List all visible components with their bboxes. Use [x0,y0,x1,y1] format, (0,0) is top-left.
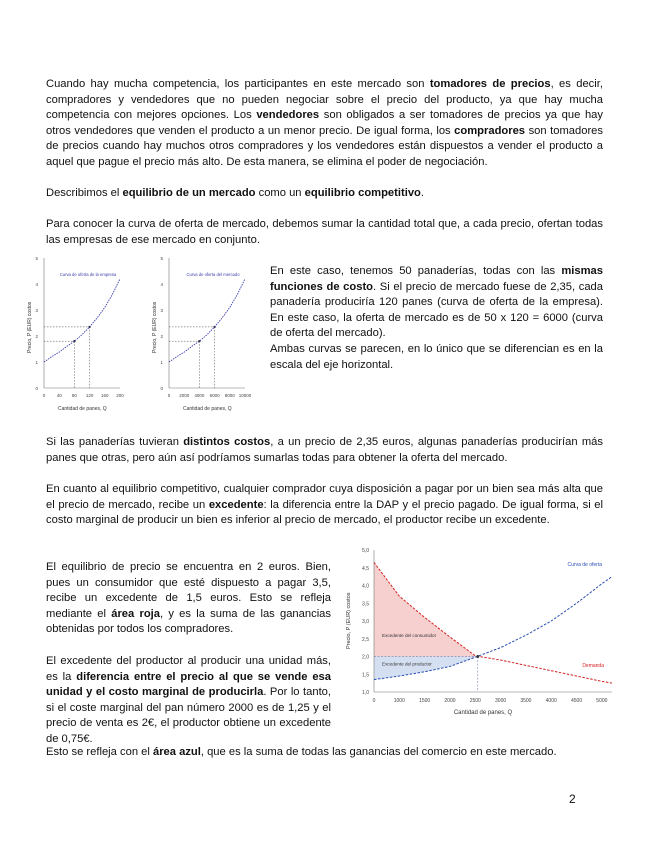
emphasis-text: distintos costos [183,436,271,448]
y-tick-label: 2,5 [362,636,369,643]
emphasis-text: excedente [208,498,264,511]
text-run: , que es la suma de todas las ganancias del comercio en este mercado. [200,746,557,758]
curves-similarity-paragraph [270,342,603,373]
x-tick-label: 3500 [520,698,532,704]
x-tick-label: 120 [85,393,94,398]
emphasis-text: tomadores de precios [429,78,551,90]
x-tick-label: 3000 [495,698,507,704]
y-tick-label: 3,5 [362,601,369,608]
x-axis-label: Cantidad de panes, Q [453,710,513,716]
text-run: El excedente del productor al producir una unidad más, es la [46,655,331,683]
supply-curve [44,279,120,362]
y-tick-label: 3 [160,308,163,313]
emphasis-text: mismas funciones de costo [270,265,603,293]
y-tick-label: 3,0 [362,619,369,625]
producer-surplus-paragraph [46,654,331,748]
text-run: Si las panaderías tuvieran [46,436,184,448]
x-tick-label: 8000 [224,393,235,398]
y-tick-label: 2,0 [362,654,369,661]
text-run: , a un precio de 2,35 euros, algunas panaderías producirían más panes que otras, pero aún así podríamos sumarlas todas para obtener la oferta del mercado. [46,436,603,464]
y-tick-label: 0 [35,386,38,391]
y-tick-label: 4,5 [362,565,369,572]
consumer-surplus-paragraph [46,560,331,638]
y-tick-label: 2 [160,334,163,339]
x-tick-label: 2000 [444,698,456,704]
emphasis-text: área azul [152,746,201,758]
x-tick-label: 1500 [419,698,431,704]
x-axis-label: Cantidad de panes, Q [58,406,107,412]
producer-surplus-area [374,657,478,680]
emphasis-text: área roja [111,607,160,620]
y-tick-label: 1,0 [362,690,369,696]
text-run: En este caso, tenemos 50 panaderías, todas con las [270,265,562,277]
y-tick-label: 5 [160,256,163,261]
competitive-equilibrium-paragraph [46,482,603,529]
x-tick-label: 160 [101,393,109,398]
emphasis-text: equilibrio de un mercado [122,187,256,199]
x-tick-label: 6000 [209,393,220,398]
x-tick-label: 5000 [596,698,608,704]
text-run: Esto se refleja con el [46,746,153,758]
text-run: Cuando hay mucha competencia, los participantes en este mercado son [46,78,430,90]
y-tick-label: 2 [35,334,38,339]
x-tick-label: 200 [116,393,124,398]
emphasis-text: equilibrio competitivo [304,187,421,199]
x-tick-label: 4000 [545,698,557,704]
market-supply-chart [145,248,277,418]
equilibrium-definition [46,186,603,202]
supply-curve [169,279,245,362]
y-tick-label: 5 [35,256,38,261]
x-axis-label: Cantidad de panes, Q [183,406,232,412]
emphasis-text: diferencia entre el precio al que se vende esa unidad y el costo marginal de producirla [46,670,331,699]
y-tick-label: 1 [35,360,38,365]
legend-label: Curva de oferta de la empresa [59,272,117,277]
y-axis-label: Precio, P (EUR) costos [152,301,158,353]
text-run: , y es la suma de las ganancias obtenidas por todos los compradores. [46,607,331,636]
firm-supply-chart [20,248,150,418]
text-run: En cuanto al equilibrio competitivo, cualquier comprador cuya disposición a pagar por un bien sea más alta que el precio de mercado, recibe un [46,483,603,511]
text-run: como un [255,187,305,199]
text-run: , es decir, compradores y vendedores que no pueden negociar sobre el precio del producto, ya que hay mucha competencia con mejores opciones. Los [46,78,603,122]
x-tick-label: 2500 [469,698,481,704]
text-run: . Por lo tanto, si el coste marginal del pan número 2000 es de 1,25 y el precio de venta es 2€, el productor obtiene un excedente de 0,75€. [46,686,332,745]
demand-curve-label: Demanda [582,663,604,670]
x-tick-label: 0 [42,393,46,398]
surplus-chart [334,540,632,730]
x-tick-label: 1000 [393,698,405,704]
text-run: son obligados a ser tomadores de precios ya que hay otros vendedores que venden el producto a un menor precio. De igual forma, los [46,109,603,137]
y-axis-label: Precio, P (EUR) costos [346,592,352,649]
x-tick-label: 4500 [570,698,583,704]
market-supply-paragraph [46,217,603,248]
producer-surplus-label: Excedente del productor [382,661,432,667]
page-number: 2 [569,792,576,806]
different-costs-paragraph [46,435,603,466]
y-tick-label: 0 [160,386,163,391]
intro-paragraph [46,77,603,171]
text-run: . [420,187,424,199]
emphasis-text: compradores [454,124,526,137]
equilibrium-point [476,655,479,658]
x-tick-label: 2000 [179,393,190,398]
emphasis-text: vendedores [256,109,320,122]
blue-area-paragraph [46,745,626,761]
y-tick-label: 1,5 [362,672,369,679]
x-tick-label: 80 [71,393,77,398]
x-tick-label: 40 [56,393,62,398]
legend-label: Curva de oferta del mercado [186,272,240,277]
bakeries-paragraph [270,264,603,342]
consumer-surplus-label: Excedente del consumidor [382,632,437,638]
x-tick-label: 0 [167,393,171,398]
x-tick-label: 0 [372,698,376,704]
y-tick-label: 4,0 [362,583,369,590]
text-run: Para conocer la curva de oferta de mercado, debemos sumar la cantidad total que, a cada precio, ofertan todas las empresas de ese mercado en conjunto. [46,218,603,246]
text-run: El equilibrio de precio se encuentra en 2 euros. Bien, pues un consumidor que esté dispuesto a pagar 3,5, recibe un excedente de 1,5 euros. Esto se refleja mediante el [46,561,331,620]
supply-curve-label: Curva de oferta [567,561,602,568]
y-tick-label: 3 [35,308,38,313]
y-tick-label: 4 [35,282,38,287]
text-run: Describimos el [46,187,123,199]
text-run: . Si el precio de mercado fuese de 2,35, cada panadería produciría 120 panes (curva de oferta de la empresa). En este caso, la oferta de mercado es de 50 x 120 = 6000 (curva de oferta del mercado). [270,280,603,340]
x-tick-label: 4000 [194,393,205,398]
y-tick-label: 5,0 [362,548,369,554]
y-tick-label: 1 [160,360,163,365]
text-run: son tomadores de precios cuando hay muchos otros compradores y los vendedores están dispuestos a vender el producto a aquel que pague el precio más alto. De esta manera, se elimina el poder de negociación. [46,124,603,168]
text-run: Ambas curvas se parecen, en lo único que se diferencian es en la escala del eje horizontal. [270,343,603,371]
y-tick-label: 4 [160,282,163,287]
text-run: : la diferencia entre la DAP y el precio pagado. De igual forma, si el costo marginal de producir un bien es inferior al precio de mercado, el productor recibe un excedente. [46,498,603,527]
x-tick-label: 10000 [238,393,252,398]
y-axis-label: Precio, P (EUR) costos [27,301,33,353]
consumer-surplus-area [374,562,478,656]
